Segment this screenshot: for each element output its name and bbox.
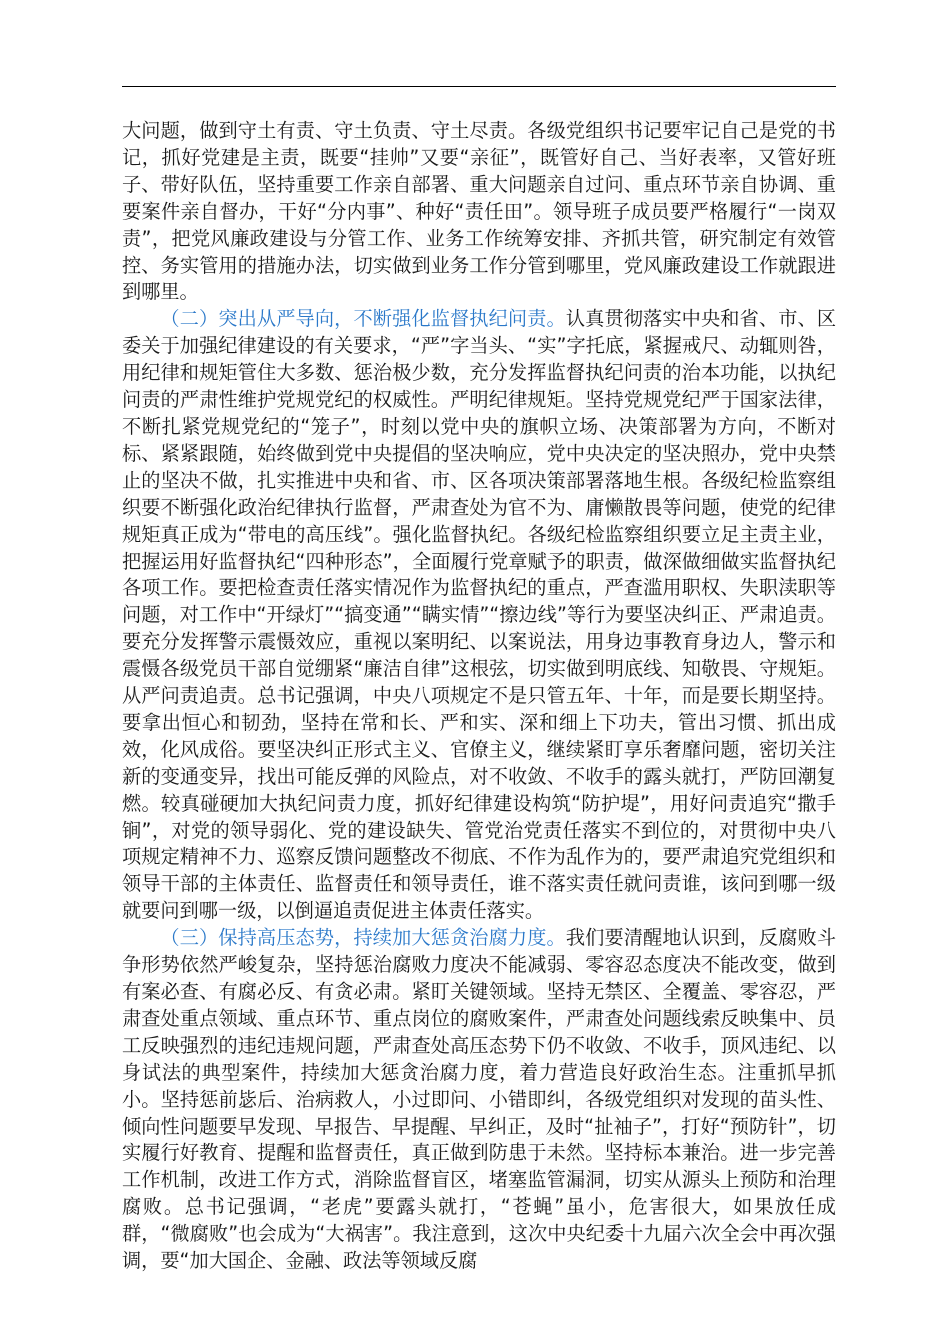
document-body bbox=[122, 118, 836, 1275]
section-heading: （三）保持高压态势，持续加大惩贪治腐力度。 bbox=[160, 926, 566, 950]
header-rule bbox=[122, 86, 836, 87]
paragraph-text: 我们要清醒地认识到，反腐败斗争形势依然严峻复杂，坚持惩治腐败力度决不能减弱、零容忍态度决不能改变，做到有案必查、有腐必反、有贪必肃。紧盯关键领域。坚持无禁区、全覆盖、零容忍，严肃查处重点领域、重点环节、重点岗位的腐败案件，严肃查处问题线索反映集中、员工反映强烈的违纪违规问题，严肃查处高压态势下仍不收敛、不收手，顶风违纪、以身试法的典型案件，持续加大惩贪治腐力度，着力营造良好政治生态。注重抓早抓小。坚持惩前毖后、治病救人，小过即问、小错即纠，各级党组织对发现的苗头性、倾向性问题要早发现、早报告、早提醒、早纠正，及时“扯袖子”，打好“预防针”，切实履行好教育、提醒和监督责任，真正做到防患于未然。坚持标本兼治。进一步完善工作机制，改进工作方式，消除监督盲区，堵塞监管漏洞，切实从源头上预防和治理腐败。总书记强调，“老虎”要露头就打，“苍蝇”虽小，危害很大，如果放任成群，“微腐败”也会成为“大祸害”。我注意到，这次中央纪委十九届六次全会中再次强调，要“加大国企、金融、政法等领域反腐 bbox=[122, 926, 836, 1273]
paragraph-section-2 bbox=[122, 306, 836, 925]
section-heading: （二）突出从严导向，不断强化监督执纪问责。 bbox=[160, 307, 566, 331]
paragraph-section-3 bbox=[122, 925, 836, 1275]
paragraph-continuation bbox=[122, 118, 836, 306]
paragraph-text: 大问题，做到守土有责、守土负责、守土尽责。各级党组织书记要牢记自己是党的书记，抓好党建是主责，既要“挂帅”又要“亲征”，既管好自己、当好表率，又管好班子、带好队伍，坚持重要工作亲自部署、重大问题亲自过问、重点环节亲自协调、重要案件亲自督办，干好“分内事”、种好“责任田”。领导班子成员要严格履行“一岗双责”，把党风廉政建设与分管工作、业务工作统筹安排、齐抓共管，研究制定有效管控、务实管用的措施办法，切实做到业务工作分管到哪里，党风廉政建设工作就跟进到哪里。 bbox=[122, 119, 836, 304]
paragraph-text: 认真贯彻落实中央和省、市、区委关于加强纪律建设的有关要求，“严”字当头、“实”字托底，紧握戒尺、动辄则咎，用纪律和规矩管住大多数、惩治极少数，充分发挥监督执纪问责的治本功能，以执纪问责的严肃性维护党规党纪的权威性。严明纪律规矩。坚持党规党纪严于国家法律，不断扎紧党规党纪的“笼子”，时刻以党中央的旗帜立场、决策部署为方向，不断对标、紧紧跟随，始终做到党中央提倡的坚决响应，党中央决定的坚决照办，党中央禁止的坚决不做，扎实推进中央和省、市、区各项决策部署落地生根。各级纪检监察组织要不断强化政治纪律执行监督，严肃查处为官不为、庸懒散畏等问题，使党的纪律规矩真正成为“带电的高压线”。强化监督执纪。各级纪检监察组织要立足主责主业，把握运用好监督执纪“四种形态”，全面履行党章赋予的职责，做深做细做实监督执纪各项工作。要把检查责任落实情况作为监督执纪的重点，严查滥用职权、失职渎职等问题，对工作中“开绿灯”“搞变通”“瞒实情”“擦边线”等行为要坚决纠正、严肃追责。要充分发挥警示震慑效应，重视以案明纪、以案说法，用身边事教育身边人，警示和震慑各级党员干部自觉绷紧“廉洁自律”这根弦，切实做到明底线、知敬畏、守规矩。从严问责追责。总书记强调，中央八项规定不是只管五年、十年，而是要长期坚持。要拿出恒心和韧劲，坚持在常和长、严和实、深和细上下功夫，管出习惯、抓出成效，化风成俗。要坚决纠正形式主义、官僚主义，继续紧盯享乐奢靡问题，密切关注新的变通变异，找出可能反弹的风险点，对不收敛、不收手的露头就打，严防回潮复燃。较真碰硬加大执纪问责力度，抓好纪律建设构筑“防护堤”，用好问责追究“撒手锏”，对党的领导弱化、党的建设缺失、管党治党责任落实不到位的，对贯彻中央八项规定精神不力、巡察反馈问题整改不彻底、不作为乱作为的，要严肃追究党组织和领导干部的主体责任、监督责任和领导责任，谁不落实责任就问责谁，该问到哪一级就要问到哪一级，以倒逼追责促进主体责任落实。 bbox=[122, 307, 836, 923]
